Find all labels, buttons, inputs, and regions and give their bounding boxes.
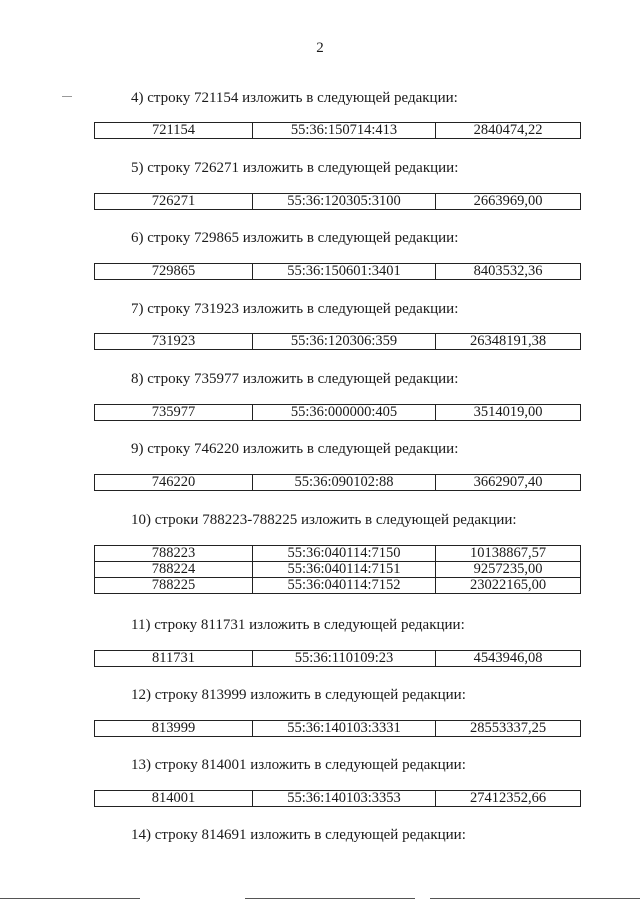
table-row (95, 475, 581, 491)
cadastral-number-cell: 55:36:140103:3331 (253, 721, 436, 737)
instruction-item-5: 5) строку 726271 изложить в следующей редакции: (131, 160, 459, 176)
value-cell: 8403532,36 (436, 264, 581, 280)
instruction-item-9: 9) строку 746220 изложить в следующей редакции: (131, 441, 459, 457)
record-table-7 (94, 333, 581, 350)
record-number-cell: 726271 (95, 194, 253, 210)
record-table-13 (94, 790, 581, 807)
scan-edge-line (0, 898, 140, 899)
value-cell: 28553337,25 (436, 721, 581, 737)
cadastral-number-cell: 55:36:120305:3100 (253, 194, 436, 210)
cadastral-number-cell: 55:36:110109:23 (253, 651, 436, 667)
instruction-item-12: 12) строку 813999 изложить в следующей редакции: (131, 687, 466, 703)
scan-margin-mark (62, 96, 72, 97)
record-table-8 (94, 404, 581, 421)
value-cell: 26348191,38 (436, 334, 581, 350)
record-number-cell: 811731 (95, 651, 253, 667)
record-table-10 (94, 545, 581, 594)
cadastral-number-cell: 55:36:150714:413 (253, 123, 436, 139)
value-cell: 3662907,40 (436, 475, 581, 491)
page-number: 2 (316, 40, 324, 56)
record-number-cell: 788224 (95, 562, 253, 578)
instruction-item-8: 8) строку 735977 изложить в следующей редакции: (131, 371, 459, 387)
table-row (95, 405, 581, 421)
record-table-6 (94, 263, 581, 280)
cadastral-number-cell: 55:36:000000:405 (253, 405, 436, 421)
cadastral-number-cell: 55:36:120306:359 (253, 334, 436, 350)
record-number-cell: 721154 (95, 123, 253, 139)
value-cell: 10138867,57 (436, 546, 581, 562)
instruction-item-13: 13) строку 814001 изложить в следующей редакции: (131, 757, 466, 773)
table-row (95, 651, 581, 667)
instruction-item-11: 11) строку 811731 изложить в следующей редакции: (131, 617, 465, 633)
instruction-item-10: 10) строки 788223-788225 изложить в следующей редакции: (131, 512, 517, 528)
record-table-12 (94, 720, 581, 737)
value-cell: 27412352,66 (436, 791, 581, 807)
cadastral-number-cell: 55:36:040114:7151 (253, 562, 436, 578)
value-cell: 3514019,00 (436, 405, 581, 421)
table-row (95, 264, 581, 280)
instruction-item-6: 6) строку 729865 изложить в следующей редакции: (131, 230, 459, 246)
cadastral-number-cell: 55:36:140103:3353 (253, 791, 436, 807)
scan-edge-line (430, 898, 640, 899)
instruction-item-14: 14) строку 814691 изложить в следующей редакции: (131, 827, 466, 843)
record-number-cell: 746220 (95, 475, 253, 491)
record-table-9 (94, 474, 581, 491)
value-cell: 2663969,00 (436, 194, 581, 210)
cadastral-number-cell: 55:36:040114:7150 (253, 546, 436, 562)
instruction-item-7: 7) строку 731923 изложить в следующей редакции: (131, 301, 459, 317)
table-row (95, 194, 581, 210)
record-number-cell: 788223 (95, 546, 253, 562)
cadastral-number-cell: 55:36:150601:3401 (253, 264, 436, 280)
record-number-cell: 735977 (95, 405, 253, 421)
record-number-cell: 729865 (95, 264, 253, 280)
table-row (95, 791, 581, 807)
record-table-5 (94, 193, 581, 210)
scan-edge-line (245, 898, 415, 899)
record-number-cell: 731923 (95, 334, 253, 350)
record-number-cell: 814001 (95, 791, 253, 807)
record-number-cell: 788225 (95, 578, 253, 594)
table-row (95, 123, 581, 139)
table-row (95, 334, 581, 350)
record-number-cell: 813999 (95, 721, 253, 737)
value-cell: 4543946,08 (436, 651, 581, 667)
table-row (95, 721, 581, 737)
instruction-item-4: 4) строку 721154 изложить в следующей редакции: (131, 90, 458, 106)
value-cell: 9257235,00 (436, 562, 581, 578)
table-row (95, 546, 581, 562)
record-table-4 (94, 122, 581, 139)
record-table-11 (94, 650, 581, 667)
value-cell: 23022165,00 (436, 578, 581, 594)
cadastral-number-cell: 55:36:040114:7152 (253, 578, 436, 594)
value-cell: 2840474,22 (436, 123, 581, 139)
table-row (95, 562, 581, 578)
cadastral-number-cell: 55:36:090102:88 (253, 475, 436, 491)
table-row (95, 578, 581, 594)
